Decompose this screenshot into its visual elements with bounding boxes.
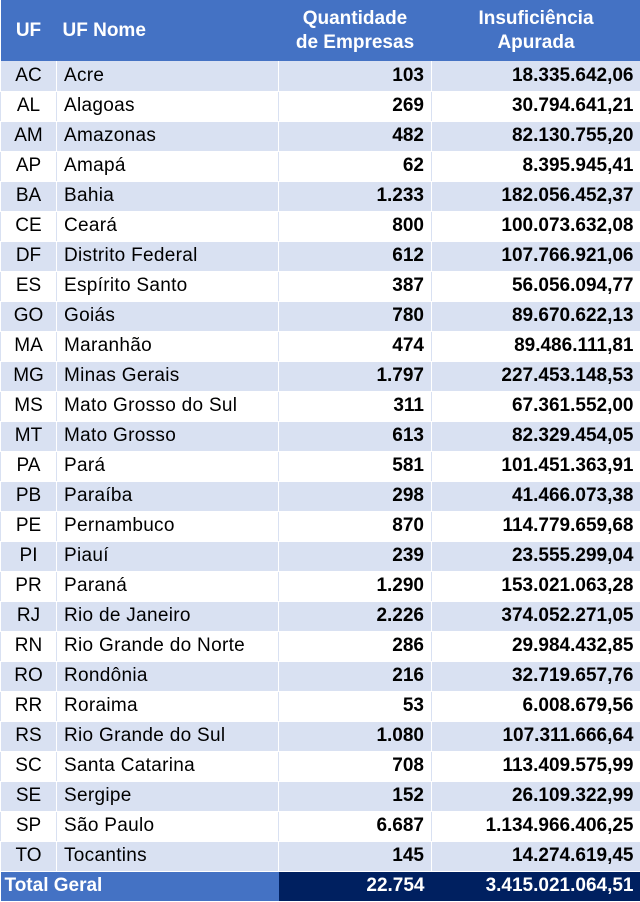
cell-quantidade: 708: [279, 751, 432, 781]
cell-uf: AM: [1, 121, 57, 151]
cell-quantidade: 1.797: [279, 361, 432, 391]
cell-uf-nome: Bahia: [57, 181, 279, 211]
table-row: [1, 61, 640, 91]
cell-insuficiencia: 153.021.063,28: [432, 571, 640, 601]
cell-quantidade: 298: [279, 481, 432, 511]
cell-uf: GO: [1, 301, 57, 331]
table-row: [1, 781, 640, 811]
cell-insuficiencia: 67.361.552,00: [432, 391, 640, 421]
cell-insuficiencia: 18.335.642,06: [432, 61, 640, 91]
cell-uf-nome: Roraima: [57, 691, 279, 721]
cell-quantidade: 239: [279, 541, 432, 571]
cell-uf: RR: [1, 691, 57, 721]
header-insuficiencia-line2: Apurada: [497, 31, 575, 53]
cell-uf: AL: [1, 91, 57, 121]
cell-quantidade: 1.290: [279, 571, 432, 601]
header-row: [1, 0, 640, 61]
table-row: [1, 91, 640, 121]
table-row: [1, 271, 640, 301]
cell-uf-nome: Amapá: [57, 151, 279, 181]
cell-uf-nome: Santa Catarina: [57, 751, 279, 781]
cell-quantidade: 6.687: [279, 811, 432, 841]
table-row: [1, 541, 640, 571]
cell-uf-nome: São Paulo: [57, 811, 279, 841]
table-row: [1, 211, 640, 241]
header-quantidade: [279, 0, 432, 61]
table-row: [1, 511, 640, 541]
header-uf: UF: [1, 0, 57, 61]
cell-quantidade: 62: [279, 151, 432, 181]
table-row: [1, 721, 640, 751]
cell-uf: BA: [1, 181, 57, 211]
cell-insuficiencia: 32.719.657,76: [432, 661, 640, 691]
cell-insuficiencia: 182.056.452,37: [432, 181, 640, 211]
cell-insuficiencia: 56.056.094,77: [432, 271, 640, 301]
cell-uf-nome: Ceará: [57, 211, 279, 241]
cell-quantidade: 612: [279, 241, 432, 271]
cell-uf: SC: [1, 751, 57, 781]
cell-uf-nome: Pernambuco: [57, 511, 279, 541]
cell-quantidade: 269: [279, 91, 432, 121]
cell-uf: CE: [1, 211, 57, 241]
table-row: [1, 151, 640, 181]
cell-uf: MA: [1, 331, 57, 361]
cell-insuficiencia: 8.395.945,41: [432, 151, 640, 181]
cell-uf: RN: [1, 631, 57, 661]
cell-insuficiencia: 82.130.755,20: [432, 121, 640, 151]
total-insuficiencia: 3.415.021.064,51: [432, 871, 640, 901]
cell-insuficiencia: 6.008.679,56: [432, 691, 640, 721]
cell-insuficiencia: 114.779.659,68: [432, 511, 640, 541]
cell-uf: AC: [1, 61, 57, 91]
cell-uf-nome: Acre: [57, 61, 279, 91]
table-row: [1, 121, 640, 151]
cell-uf: MT: [1, 421, 57, 451]
cell-uf: PI: [1, 541, 57, 571]
cell-uf-nome: Rio de Janeiro: [57, 601, 279, 631]
table-row: [1, 661, 640, 691]
header-insuficiencia: [432, 0, 640, 61]
cell-uf-nome: Distrito Federal: [57, 241, 279, 271]
cell-quantidade: 482: [279, 121, 432, 151]
table-header: [1, 0, 640, 61]
cell-insuficiencia: 227.453.148,53: [432, 361, 640, 391]
cell-quantidade: 152: [279, 781, 432, 811]
cell-uf: PE: [1, 511, 57, 541]
cell-quantidade: 145: [279, 841, 432, 871]
table-row: [1, 841, 640, 871]
cell-uf: ES: [1, 271, 57, 301]
cell-insuficiencia: 82.329.454,05: [432, 421, 640, 451]
cell-uf: RJ: [1, 601, 57, 631]
cell-uf-nome: Sergipe: [57, 781, 279, 811]
cell-quantidade: 387: [279, 271, 432, 301]
cell-uf-nome: Mato Grosso: [57, 421, 279, 451]
cell-quantidade: 53: [279, 691, 432, 721]
header-insuficiencia-line1: Insuficiência: [478, 7, 594, 29]
table-footer: [1, 871, 640, 901]
header-uf-nome: UF Nome: [57, 0, 279, 61]
total-row: [1, 871, 640, 901]
total-label: Total Geral: [1, 871, 279, 901]
table-row: [1, 601, 640, 631]
cell-uf: RO: [1, 661, 57, 691]
table-row: [1, 631, 640, 661]
cell-insuficiencia: 23.555.299,04: [432, 541, 640, 571]
cell-uf: RS: [1, 721, 57, 751]
cell-uf-nome: Maranhão: [57, 331, 279, 361]
cell-uf-nome: Piauí: [57, 541, 279, 571]
table-row: [1, 361, 640, 391]
cell-uf: MG: [1, 361, 57, 391]
cell-insuficiencia: 101.451.363,91: [432, 451, 640, 481]
table-row: [1, 751, 640, 781]
cell-uf: PB: [1, 481, 57, 511]
header-quantidade-line1: Quantidade: [302, 7, 408, 29]
cell-quantidade: 581: [279, 451, 432, 481]
cell-uf: DF: [1, 241, 57, 271]
cell-insuficiencia: 374.052.271,05: [432, 601, 640, 631]
cell-insuficiencia: 100.073.632,08: [432, 211, 640, 241]
cell-uf: SE: [1, 781, 57, 811]
table-row: [1, 451, 640, 481]
cell-quantidade: 216: [279, 661, 432, 691]
table-row: [1, 421, 640, 451]
cell-quantidade: 800: [279, 211, 432, 241]
cell-uf-nome: Tocantins: [57, 841, 279, 871]
cell-uf-nome: Paraíba: [57, 481, 279, 511]
table-row: [1, 241, 640, 271]
cell-uf-nome: Rondônia: [57, 661, 279, 691]
cell-uf-nome: Pará: [57, 451, 279, 481]
cell-uf-nome: Goiás: [57, 301, 279, 331]
cell-quantidade: 103: [279, 61, 432, 91]
cell-uf-nome: Minas Gerais: [57, 361, 279, 391]
cell-quantidade: 1.080: [279, 721, 432, 751]
cell-uf: TO: [1, 841, 57, 871]
cell-uf-nome: Mato Grosso do Sul: [57, 391, 279, 421]
cell-insuficiencia: 107.766.921,06: [432, 241, 640, 271]
table-body: [1, 61, 640, 871]
total-quantidade: 22.754: [279, 871, 432, 901]
cell-uf-nome: Espírito Santo: [57, 271, 279, 301]
table-row: [1, 481, 640, 511]
cell-insuficiencia: 26.109.322,99: [432, 781, 640, 811]
cell-quantidade: 311: [279, 391, 432, 421]
cell-quantidade: 2.226: [279, 601, 432, 631]
cell-insuficiencia: 113.409.575,99: [432, 751, 640, 781]
table-row: [1, 181, 640, 211]
cell-uf-nome: Rio Grande do Norte: [57, 631, 279, 661]
cell-uf: AP: [1, 151, 57, 181]
table-row: [1, 811, 640, 841]
table-row: [1, 391, 640, 421]
cell-insuficiencia: 107.311.666,64: [432, 721, 640, 751]
cell-uf: SP: [1, 811, 57, 841]
cell-insuficiencia: 30.794.641,21: [432, 91, 640, 121]
cell-uf-nome: Paraná: [57, 571, 279, 601]
cell-uf: PR: [1, 571, 57, 601]
cell-uf: PA: [1, 451, 57, 481]
cell-insuficiencia: 89.670.622,13: [432, 301, 640, 331]
cell-quantidade: 286: [279, 631, 432, 661]
cell-insuficiencia: 41.466.073,38: [432, 481, 640, 511]
table-row: [1, 691, 640, 721]
cell-uf-nome: Alagoas: [57, 91, 279, 121]
cell-quantidade: 780: [279, 301, 432, 331]
cell-quantidade: 474: [279, 331, 432, 361]
cell-uf: MS: [1, 391, 57, 421]
cell-uf-nome: Amazonas: [57, 121, 279, 151]
cell-uf-nome: Rio Grande do Sul: [57, 721, 279, 751]
cell-insuficiencia: 1.134.966.406,25: [432, 811, 640, 841]
cell-insuficiencia: 14.274.619,45: [432, 841, 640, 871]
header-quantidade-line2: de Empresas: [295, 31, 415, 53]
cell-insuficiencia: 89.486.111,81: [432, 331, 640, 361]
cell-quantidade: 1.233: [279, 181, 432, 211]
cell-insuficiencia: 29.984.432,85: [432, 631, 640, 661]
table-row: [1, 331, 640, 361]
table-row: [1, 301, 640, 331]
cell-quantidade: 870: [279, 511, 432, 541]
cell-quantidade: 613: [279, 421, 432, 451]
table-row: [1, 571, 640, 601]
